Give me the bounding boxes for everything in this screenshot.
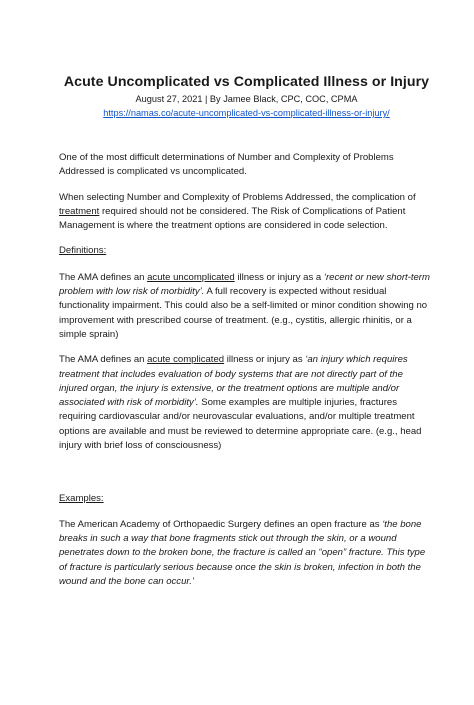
paragraph-text: A full recovery is expected without residual functionality impairment. This could also be a self-limited or minor condition showing no improvement with prescribed course of treatment. (e.g., cystitis, allergic rhinitis, or a simple sprain) [59,286,428,340]
open-fracture-paragraph [59,518,434,589]
treatment-link[interactable]: treatment [59,205,100,217]
paragraph-text: The American Academy of Orthopaedic Surgery defines an open fracture as [59,518,383,530]
treatment-paragraph [59,191,434,234]
intro-paragraph: One of the most difficult determinations of Number and Complexity of Problems Addressed is complicated vs uncomplicated. [59,152,394,178]
document-page [0,73,474,705]
paragraph-text: required should not be considered. The Risk of Complications of Patient Management is where the treatment options are considered in code selection. [59,205,406,232]
acute-uncomplicated-paragraph [59,271,434,342]
paragraph-text: illness or injury as [224,354,306,366]
acute-complicated-paragraph [59,353,434,453]
document-byline: August 27, 2021 | By Jamee Black, CPC, COC, CPMA [135,94,358,104]
paragraph-text: The AMA defines an [59,354,148,366]
paragraph-text: Some examples are multiple injuries, fractures requiring cardiovascular and/or neurovascular evaluations, and/or multiple treatment options are available and must be reviewed to determine appropriate care. (e.g., head injury with brief loss of consciousness) [59,397,422,452]
examples-heading: Examples: [59,493,104,505]
paragraph-text: illness or injury as a [234,271,324,283]
source-link[interactable]: https://namas.co/acute-uncomplicated-vs-complicated-illness-or-injury/ [103,108,390,118]
definition-quote: ‘an injury which requires treatment that includes evaluation of body systems that are not directly part of the injured organ, the injury is extensive, or the treatment options are multiple and/or associated with risk of morbidity’. [59,354,408,409]
definition-quote: ‘recent or new short-term problem with low risk of morbidity’. [59,271,430,298]
definitions-heading: Definitions: [59,245,107,257]
acute-uncomplicated-term[interactable]: acute uncomplicated [147,271,235,283]
acute-complicated-term[interactable]: acute complicated [147,354,225,366]
document-title: Acute Uncomplicated vs Complicated Illness or Injury [63,74,430,90]
paragraph-text: When selecting Number and Complexity of Problems Addressed, the complication of [59,191,416,203]
paragraph-text: The AMA defines an [59,271,148,283]
definition-quote: ‘the bone breaks in such a way that bone fragments stick out through the skin, or a wound penetrates down to the broken bone, the fracture is called an “open” fracture. This type of fracture is particularly serious because once the skin is broken, infection in both the wound and the bone can occur.’ [59,518,426,587]
